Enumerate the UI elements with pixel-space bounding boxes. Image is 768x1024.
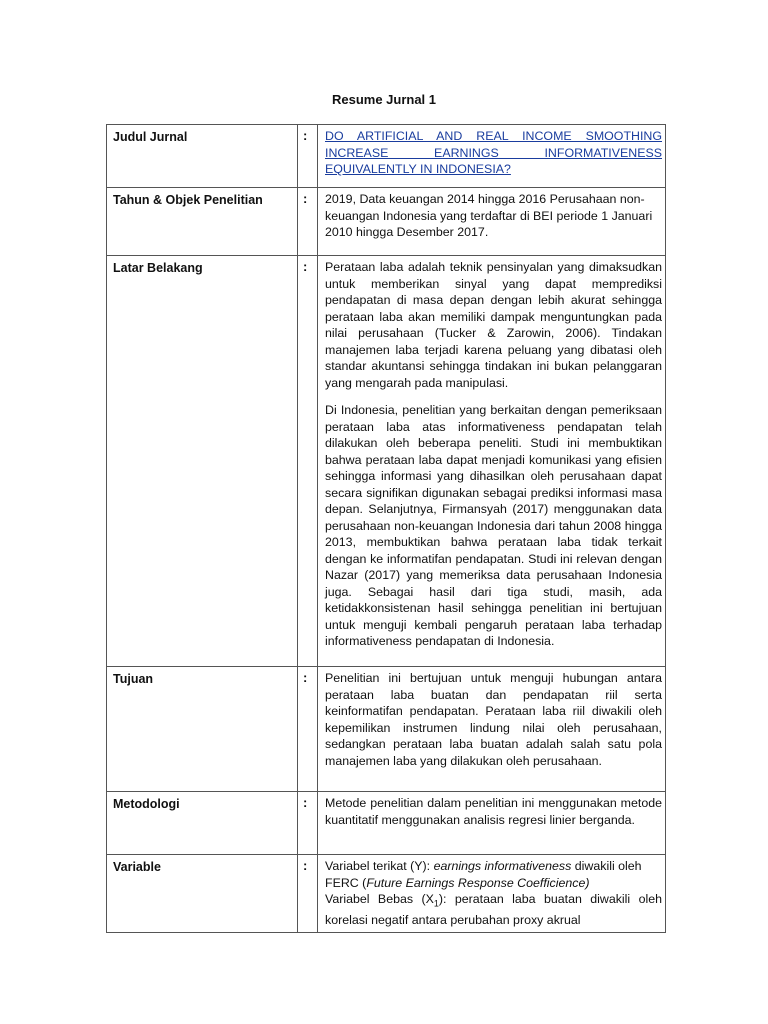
row-label: Judul Jurnal [113, 130, 188, 144]
table-row-judul [107, 125, 666, 188]
row-colon: : [303, 858, 308, 873]
row-label: Metodologi [113, 797, 180, 811]
table-row-variable [107, 855, 666, 933]
row-label: Tahun & Objek Penelitian [113, 193, 263, 207]
row-label: Variable [113, 860, 161, 874]
table-row-tahun [107, 188, 666, 256]
row-text: Metode penelitian dalam penelitian ini menggunakan metode kuantitatif menggunakan analisis regresi linier berganda. [325, 796, 662, 827]
row-colon: : [303, 795, 308, 810]
row-colon: : [303, 191, 308, 206]
row-colon: : [303, 259, 308, 274]
row-text: Penelitian ini bertujuan untuk menguji hubungan antara perataan laba buatan dan pendapatan riil serta keinformatifan pendapatan. Perataan laba riil diwakili oleh kepemilikan instrumen lindung nilai oleh perusahaan, sedangkan perataan laba buatan adalah salah satu pola manajemen laba yang dilakukan oleh perusahaan. [325, 671, 662, 768]
document-title: Resume Jurnal 1 [331, 92, 437, 107]
table-row-latar-belakang [107, 256, 666, 667]
row-colon: : [303, 128, 308, 143]
variable-independent: Variabel Bebas $(X_1)$: perataan laba buatan diwakili oleh korelasi negatif antara perubahan proxy akrual [325, 892, 663, 927]
table-row-tujuan [107, 667, 666, 792]
paragraph-1: Perataan laba adalah teknik pensinyalan yang dimaksudkan untuk memberikan sinyal yang dapat memprediksi pendapatan di masa depan dengan lebih akurat sehingga perataan laba akan memiliki dampak menguntungkan pada nilai perusahaan (Tucker & Zarowin, 2006). Tindakan manajemen laba terjadi karena peluang yang dibatasi oleh standar akuntansi sehingga tindakan ini bukan pelanggaran yang mengarah pada manipulasi. [325, 260, 662, 390]
table-row-metodologi [107, 792, 666, 855]
row-text: 2019, Data keuangan 2014 hingga 2016 Perusahaan non-keuangan Indonesia yang terdaftar di BEI periode 1 Januari 2010 hingga Desember 2017. [325, 192, 653, 239]
row-label: Latar Belakang [113, 261, 203, 275]
variable-dependent: Variabel terikat (Y): earnings informativeness diwakili oleh FERC (Future Earnings Response Coefficience) [325, 859, 642, 890]
paragraph-2: Di Indonesia, penelitian yang berkaitan dengan pemeriksaan perataan laba atas informativeness pendapatan telah dilakukan oleh beberapa peneliti. Studi ini membuktikan bahwa perataan laba dapat menjadi komunikasi yang efisien sehingga informasi yang dihasilkan oleh perusahaan dapat secara signifikan digunakan sebagai prediksi informasi masa depan. Selanjutnya, Firmansyah (2017) menggunakan data perusahaan non-keuangan Indonesia dari tahun 2008 hingga 2013, membuktikan bahwa perataan laba tidak terkait dengan ke informatifan pendapatan. Studi ini relevan dengan Nazar (2017) yang memeriksa data perusahaan Indonesia juga. Sebagai hasil dari tiga studi, masih, ada ketidakkonsistenan hasil sehingga penelitian ini bertujuan untuk menguji kembali pengaruh perataan laba terhadap informativeness pendapatan di Indonesia. [325, 403, 662, 648]
row-colon: : [303, 670, 308, 685]
journal-title-link[interactable]: DO ARTIFICIAL AND REAL INCOME SMOOTHING INCREASE EARNINGS INFORMATIVENESS EQUIVALENTLY IN INDONESIA? [325, 129, 662, 176]
row-label: Tujuan [113, 672, 154, 686]
resume-table [106, 124, 666, 933]
